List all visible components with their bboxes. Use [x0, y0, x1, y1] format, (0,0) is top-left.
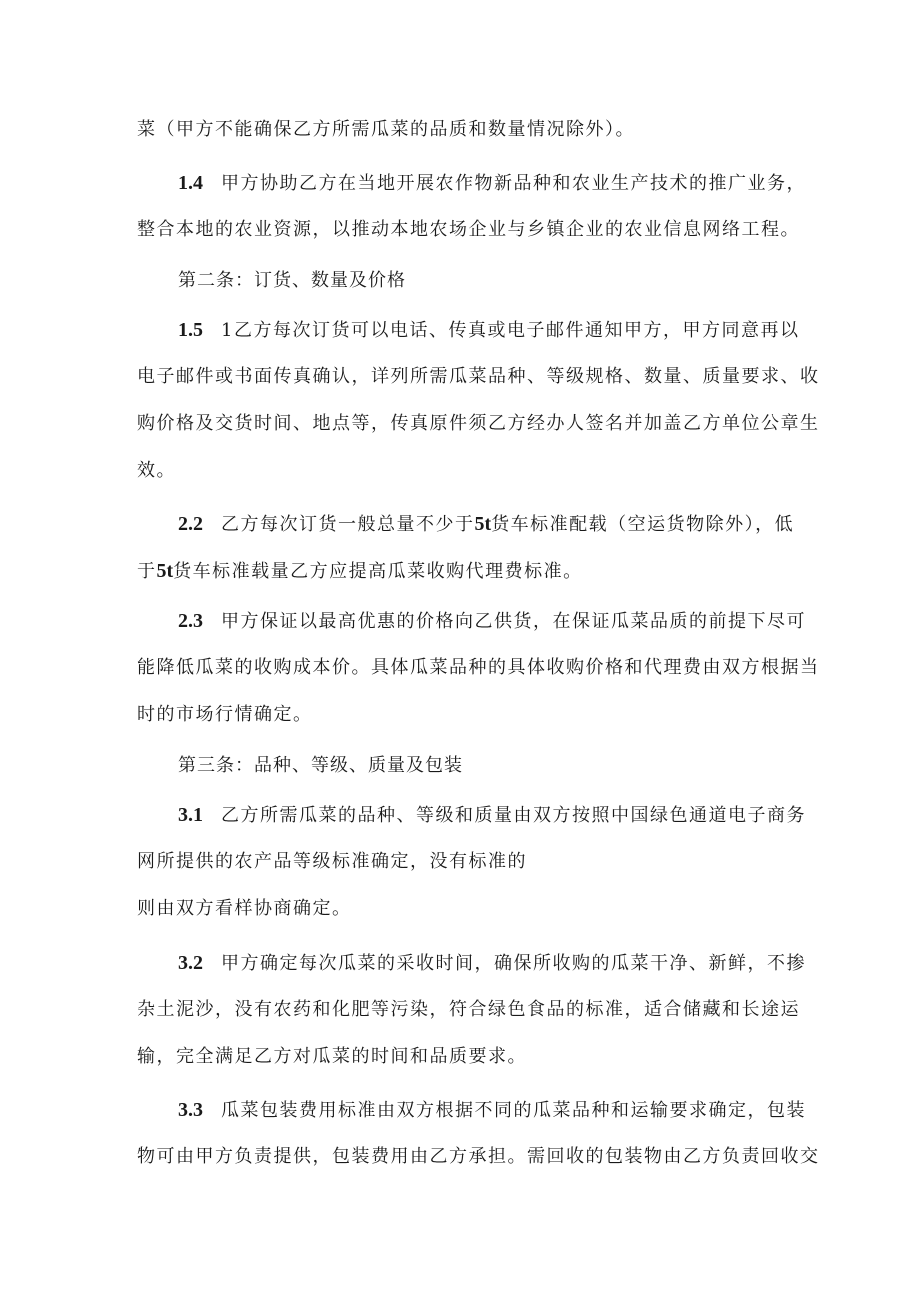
section-heading-3: 第三条：品种、等级、质量及包装 [178, 755, 463, 776]
clause-number: 1.5 [178, 319, 203, 341]
clause-1-4-line-2: 整合本地的农业资源，以推动本地农场企业与乡镇企业的农业信息网络工程。 [137, 219, 800, 240]
clause-1-5-line-4: 效。 [137, 460, 176, 481]
clause-3-1-line-2: 网所提供的农产品等级标准确定，没有标准的 [137, 851, 527, 872]
clause-number: 2.2 [178, 513, 203, 535]
clause-3-2-line-3: 输，完全满足乙方对瓜菜的时间和品质要求。 [137, 1046, 527, 1067]
clause-2-3-line-2: 能降低瓜菜的收购成本价。具体瓜菜品种的具体收购价格和代理费由双方根据当 [137, 657, 820, 678]
section-heading-2: 第二条：订货、数量及价格 [178, 270, 406, 291]
clause-number: 2.3 [178, 610, 203, 632]
clause-3-2-line-1: 3.2 甲方确定每次瓜菜的采收时间，确保所收购的瓜菜干净、新鲜，不掺 [178, 952, 806, 974]
clause-number: 1.4 [178, 172, 203, 194]
clause-3-2-line-2: 杂土泥沙，没有农药和化肥等污染，符合绿色食品的标准，适合储藏和长途运 [137, 999, 800, 1020]
clause-2-2-line-1: 2.2 乙方每次订货一般总量不少于5t货车标准配载（空运货物除外），低 [178, 513, 795, 535]
clause-2-3-line-3: 时的市场行情确定。 [137, 704, 313, 725]
clause-3-3-line-2: 物可由甲方负责提供，包装费用由乙方承担。需回收的包装物由乙方负责回收交 [137, 1146, 820, 1167]
clause-1-4-line-1: 1.4 甲方协助乙方在当地开展农作物新品种和农业生产技术的推广业务， [178, 172, 806, 194]
clause-number: 3.1 [178, 804, 203, 826]
clause-2-3-line-1: 2.3 甲方保证以最高优惠的价格向乙供货，在保证瓜菜品质的前提下尽可 [178, 610, 806, 632]
clause-2-2-line-2: 于5t货车标准载量乙方应提高瓜菜收购代理费标准。 [137, 560, 583, 582]
clause-number: 3.2 [178, 952, 203, 974]
clause-1-5-line-2: 电子邮件或书面传真确认，详列所需瓜菜品种、等级规格、数量、质量要求、收 [137, 366, 820, 387]
clause-1-5-line-1: 1.5 1乙方每次订货可以电话、传真或电子邮件通知甲方，甲方同意再以 [178, 319, 800, 341]
clause-3-3-line-1: 3.3 瓜菜包装费用标准由双方根据不同的瓜菜品种和运输要求确定，包装 [178, 1099, 806, 1121]
clause-3-1-line-3: 则由双方看样协商确定。 [137, 898, 352, 919]
text-line: 菜（甲方不能确保乙方所需瓜菜的品质和数量情况除外）。 [137, 119, 635, 140]
clause-1-5-line-3: 购价格及交货时间、地点等，传真原件须乙方经办人签名并加盖乙方单位公章生 [137, 413, 820, 434]
clause-3-1-line-1: 3.1 乙方所需瓜菜的品种、等级和质量由双方按照中国绿色通道电子商务 [178, 804, 806, 826]
clause-number: 3.3 [178, 1099, 203, 1121]
